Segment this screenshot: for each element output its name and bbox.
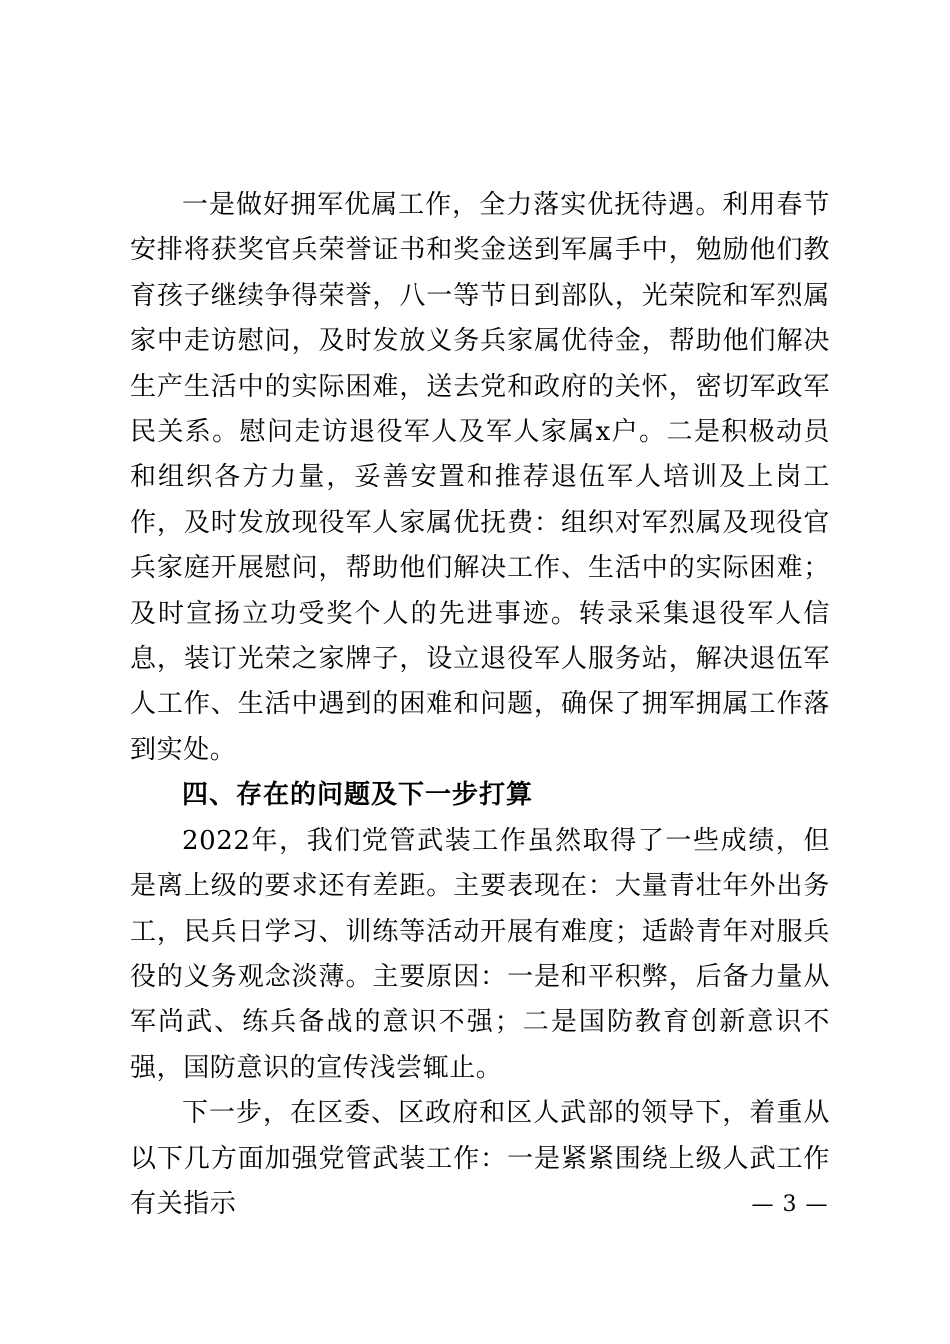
paragraph-support-military: 一是做好拥军优属工作，全力落实优抚待遇。利用春节安排将获奖官兵荣誉证书和奖金送到军属手中，勉励他们教育孩子继续争得荣誉，八一等节日到部队，光荣院和军烈属家中走访慰问，及时发放义务兵家属优待金，帮助他们解决生产生活中的实际困难，送去党和政府的关怀，密切军政军民关系。慰问走访退役军人及军人家属x户。二是积极动员和组织各方力量，妥善安置和推荐退伍军人培训及上岗工作，及时发放现役军人家属优抚费：组织对军烈属及现役官兵家庭开展慰问，帮助他们解决工作、生活中的实际困难；及时宣扬立功受奖个人的先进事迹。转录采集退役军人信息，装订光荣之家牌子，设立退役军人服务站，解决退伍军人工作、生活中遇到的困难和问题，确保了拥军拥属工作落到实处。 bbox=[130, 190, 830, 765]
section-heading-problems: 四、存在的问题及下一步打算 bbox=[182, 780, 534, 811]
paragraph-next-steps: 下一步，在区委、区政府和区人武部的领导下，着重从以下几方面加强党管武装工作：一是紧紧围绕上级人武工作有关指示 bbox=[130, 1098, 830, 1219]
page-number: — 3 — bbox=[751, 1192, 829, 1217]
paragraph-problems: 2022年，我们党管武装工作虽然取得了一些成绩，但是离上级的要求还有差距。主要表现在：大量青壮年外出务工，民兵日学习、训练等活动开展有难度；适龄青年对服兵役的义务观念淡薄。主要原因：一是和平积弊，后备力量从军尚武、练兵备战的意识不强；二是国防教育创新意识不强，国防意识的宣传浅尝辄止。 bbox=[130, 825, 830, 1083]
document-body bbox=[130, 183, 830, 1227]
